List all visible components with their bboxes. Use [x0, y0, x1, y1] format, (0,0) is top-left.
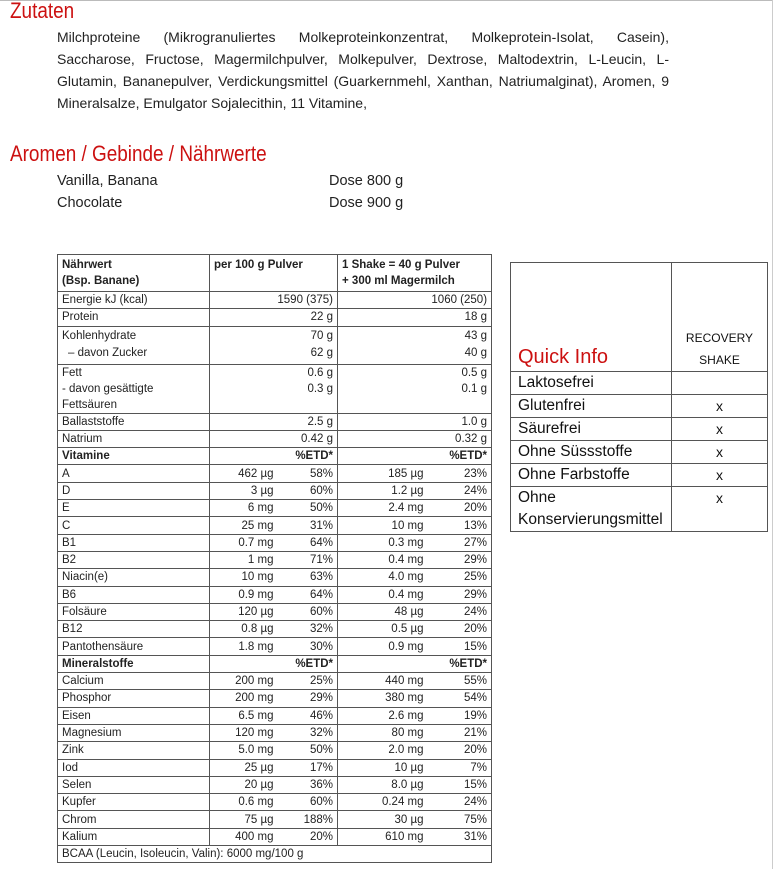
value-per-shake: 0.24 mg	[338, 794, 428, 811]
quick-info-title: Quick Info	[518, 346, 609, 368]
row-label: Kohlenhydrate – davon Zucker	[58, 326, 210, 364]
row-label: C	[58, 517, 210, 534]
value-per-100g: 6 mg	[210, 500, 278, 517]
etd-per-shake: 29%	[428, 551, 492, 568]
value-per-shake: 610 mg	[338, 828, 428, 845]
row-label: B1	[58, 534, 210, 551]
flavor-item	[57, 170, 457, 192]
value-per-shake: 0.9 mg	[338, 638, 428, 655]
vitamin-row	[58, 465, 492, 482]
row-label: Selen	[58, 776, 210, 793]
etd-label: %ETD*	[428, 448, 492, 465]
nutrition-row-kohlenhydrate	[58, 326, 492, 364]
section-label: Mineralstoffe	[58, 655, 210, 672]
row-label: Kalium	[58, 828, 210, 845]
etd-per-shake: 20%	[428, 621, 492, 638]
value-per-100g: 5.0 mg	[210, 742, 278, 759]
value-per-100g: 120 mg	[210, 724, 278, 741]
row-label: Pantothensäure	[58, 638, 210, 655]
value-per-shake: 185 µg	[338, 465, 428, 482]
value-per-shake: 2.6 mg	[338, 707, 428, 724]
value-per-shake: 1060 (250)	[338, 292, 492, 309]
value-per-shake: 10 µg	[338, 759, 428, 776]
quick-info-row	[511, 395, 768, 418]
etd-per-100g: 36%	[278, 776, 338, 793]
value-per-shake: 0.4 mg	[338, 551, 428, 568]
mineral-row	[58, 724, 492, 741]
quick-info-label: Säurefrei	[511, 418, 672, 441]
mineral-row	[58, 707, 492, 724]
quick-info-mark: x	[672, 395, 768, 418]
etd-label: %ETD*	[428, 655, 492, 672]
value-per-100g: 0.8 µg	[210, 621, 278, 638]
etd-label: %ETD*	[278, 448, 338, 465]
quick-info-row	[511, 372, 768, 395]
value-per-100g: 1590 (375)	[210, 292, 338, 309]
header-naehrwert: Nährwert (Bsp. Banane)	[58, 255, 210, 292]
etd-per-100g: 31%	[278, 517, 338, 534]
quick-info-title-cell	[511, 263, 672, 372]
quick-info-mark: x	[672, 487, 768, 532]
aromen-heading: Aromen / Gebinde / Nährwerte	[10, 141, 267, 166]
value-per-100g: 400 mg	[210, 828, 278, 845]
value-per-shake: 4.0 mg	[338, 569, 428, 586]
etd-per-shake: 20%	[428, 500, 492, 517]
etd-per-100g: 29%	[278, 690, 338, 707]
row-label: Calcium	[58, 673, 210, 690]
etd-per-shake: 24%	[428, 794, 492, 811]
etd-per-100g: 25%	[278, 673, 338, 690]
nutrition-row-fett	[58, 364, 492, 413]
bcaa-note: BCAA (Leucin, Isoleucin, Valin): 6000 mg/100 g	[58, 846, 492, 863]
etd-per-shake: 15%	[428, 776, 492, 793]
value-per-100g: 200 mg	[210, 673, 278, 690]
top-rule	[0, 0, 773, 1]
row-label: Energie kJ (kcal)	[58, 292, 210, 309]
quick-info-row	[511, 441, 768, 464]
value-per-100g: 20 µg	[210, 776, 278, 793]
vitamine-header-row	[58, 448, 492, 465]
value-per-100g: 25 mg	[210, 517, 278, 534]
mineral-row	[58, 673, 492, 690]
mineral-row	[58, 794, 492, 811]
row-label: B6	[58, 586, 210, 603]
header-per-shake: 1 Shake = 40 g Pulver + 300 ml Magermilch	[338, 255, 492, 292]
mineral-row	[58, 828, 492, 845]
value-per-100g: 1.8 mg	[210, 638, 278, 655]
etd-per-shake: 13%	[428, 517, 492, 534]
value-per-shake: 8.0 µg	[338, 776, 428, 793]
flavor-item	[57, 192, 457, 214]
vitamin-row	[58, 482, 492, 499]
flavor-list	[57, 170, 457, 214]
vitamin-row	[58, 551, 492, 568]
quick-info-table	[510, 262, 768, 532]
quick-info-product-cell	[672, 263, 768, 372]
mineral-row	[58, 690, 492, 707]
product-name-line1: RECOVERY	[685, 331, 754, 345]
value-per-100g: 6.5 mg	[210, 707, 278, 724]
flavor-pack: Dose 900 g	[329, 195, 404, 211]
value-per-100g: 0.42 g	[210, 430, 338, 447]
etd-per-100g: 20%	[278, 828, 338, 845]
etd-per-100g: 64%	[278, 534, 338, 551]
nutrition-row-energie	[58, 292, 492, 309]
etd-per-100g: 64%	[278, 586, 338, 603]
etd-per-shake: 19%	[428, 707, 492, 724]
value-per-100g: 0.9 mg	[210, 586, 278, 603]
ingredients-text: Milchproteine (Mikrogranuliertes Molkeproteinkonzentrat, Molkeprotein-Isolat, Casein), Saccharose, Fructose, Magermilchpulver, Molkepulver, Dextrose, Maltodextrin, L-Leucin, L-Glutamin, Bananepulver, Verdickungsmittel (Guarkernmehl, Xanthan, Natriumalginat), Aromen, 9 Mineralsalze, Emulgator Sojalecithin, 11 Vitamine,	[57, 29, 669, 111]
value-per-100g: 0.6 mg	[210, 794, 278, 811]
value-per-100g: 2.5 g	[210, 413, 338, 430]
quick-info-mark: x	[672, 418, 768, 441]
value-per-shake: 10 mg	[338, 517, 428, 534]
etd-per-100g: 60%	[278, 482, 338, 499]
etd-per-100g: 50%	[278, 742, 338, 759]
mineral-row	[58, 811, 492, 828]
vitamin-row	[58, 638, 492, 655]
etd-per-shake: 25%	[428, 569, 492, 586]
value-per-100g: 120 µg	[210, 603, 278, 620]
value-per-shake: 18 g	[338, 309, 492, 326]
value-per-100g: 75 µg	[210, 811, 278, 828]
value-per-shake: 0.5 g 0.1 g	[338, 364, 492, 413]
etd-label: %ETD*	[278, 655, 338, 672]
row-label: Magnesium	[58, 724, 210, 741]
value-per-100g: 3 µg	[210, 482, 278, 499]
value-per-shake: 2.4 mg	[338, 500, 428, 517]
vitamin-row	[58, 569, 492, 586]
quick-info-label: Laktosefrei	[511, 372, 672, 395]
nutrition-row-protein	[58, 309, 492, 326]
flavor-name: Vanilla, Banana	[57, 173, 158, 189]
value-per-100g: 200 mg	[210, 690, 278, 707]
mineral-row	[58, 742, 492, 759]
flavor-name: Chocolate	[57, 195, 123, 211]
etd-per-100g: 60%	[278, 794, 338, 811]
vitamin-row	[58, 586, 492, 603]
etd-per-100g: 17%	[278, 759, 338, 776]
quick-info-header-row	[511, 263, 768, 372]
quick-info-label: Ohne Konservierungsmittel	[511, 487, 672, 532]
row-label: E	[58, 500, 210, 517]
etd-per-100g: 46%	[278, 707, 338, 724]
row-label: A	[58, 465, 210, 482]
quick-info-row	[511, 418, 768, 441]
value-per-100g: 70 g 62 g	[210, 326, 338, 364]
quick-info-mark: x	[672, 464, 768, 487]
value-per-shake: 380 mg	[338, 690, 428, 707]
value-per-100g: 0.7 mg	[210, 534, 278, 551]
quick-info-label: Ohne Süssstoffe	[511, 441, 672, 464]
nutrition-header-row	[58, 255, 492, 292]
nutrition-row-ballaststoffe	[58, 413, 492, 430]
etd-per-shake: 75%	[428, 811, 492, 828]
value-per-shake: 1.2 µg	[338, 482, 428, 499]
row-label: B2	[58, 551, 210, 568]
value-per-shake: 0.5 µg	[338, 621, 428, 638]
mineralstoffe-header-row	[58, 655, 492, 672]
mineral-row	[58, 759, 492, 776]
row-label: Kupfer	[58, 794, 210, 811]
bcaa-footer-row	[58, 846, 492, 863]
zutaten-heading: Zutaten	[10, 0, 75, 23]
value-per-shake: 30 µg	[338, 811, 428, 828]
mineral-row	[58, 776, 492, 793]
nutrition-row-natrium	[58, 430, 492, 447]
flavor-pack: Dose 800 g	[329, 173, 404, 189]
value-per-100g: 0.6 g 0.3 g	[210, 364, 338, 413]
nutrition-table	[57, 254, 492, 863]
value-per-shake: 43 g 40 g	[338, 326, 492, 364]
vitamin-row	[58, 500, 492, 517]
quick-info-row	[511, 464, 768, 487]
row-label: Ballaststoffe	[58, 413, 210, 430]
product-name-line2: SHAKE	[699, 353, 740, 367]
vitamin-row	[58, 603, 492, 620]
row-label: Iod	[58, 759, 210, 776]
etd-per-shake: 21%	[428, 724, 492, 741]
etd-per-100g: 71%	[278, 551, 338, 568]
etd-per-shake: 55%	[428, 673, 492, 690]
vitamin-row	[58, 534, 492, 551]
etd-per-100g: 50%	[278, 500, 338, 517]
row-label: D	[58, 482, 210, 499]
etd-per-100g: 188%	[278, 811, 338, 828]
value-per-shake: 48 µg	[338, 603, 428, 620]
etd-per-shake: 24%	[428, 603, 492, 620]
value-per-shake: 0.4 mg	[338, 586, 428, 603]
row-label: Niacin(e)	[58, 569, 210, 586]
value-per-shake: 1.0 g	[338, 413, 492, 430]
row-label: Chrom	[58, 811, 210, 828]
etd-per-shake: 15%	[428, 638, 492, 655]
etd-per-shake: 23%	[428, 465, 492, 482]
value-per-100g: 25 µg	[210, 759, 278, 776]
etd-per-100g: 60%	[278, 603, 338, 620]
row-label: Protein	[58, 309, 210, 326]
quick-info-row	[511, 487, 768, 532]
etd-per-shake: 27%	[428, 534, 492, 551]
value-per-shake: 0.32 g	[338, 430, 492, 447]
etd-per-100g: 30%	[278, 638, 338, 655]
value-per-shake: 80 mg	[338, 724, 428, 741]
etd-per-100g: 58%	[278, 465, 338, 482]
value-per-100g: 22 g	[210, 309, 338, 326]
row-label: Natrium	[58, 430, 210, 447]
vitamin-row	[58, 621, 492, 638]
etd-per-shake: 31%	[428, 828, 492, 845]
value-per-shake: 2.0 mg	[338, 742, 428, 759]
etd-per-shake: 20%	[428, 742, 492, 759]
quick-info-mark: x	[672, 441, 768, 464]
row-label: Fett - davon gesättigte Fettsäuren	[58, 364, 210, 413]
etd-per-100g: 63%	[278, 569, 338, 586]
etd-per-shake: 7%	[428, 759, 492, 776]
value-per-shake: 0.3 mg	[338, 534, 428, 551]
section-label: Vitamine	[58, 448, 210, 465]
value-per-shake: 440 mg	[338, 673, 428, 690]
value-per-100g: 10 mg	[210, 569, 278, 586]
row-label: Eisen	[58, 707, 210, 724]
row-label: Folsäure	[58, 603, 210, 620]
quick-info-label: Ohne Farbstoffe	[511, 464, 672, 487]
row-label: B12	[58, 621, 210, 638]
etd-per-100g: 32%	[278, 724, 338, 741]
etd-per-shake: 29%	[428, 586, 492, 603]
row-label: Phosphor	[58, 690, 210, 707]
header-per-100g: per 100 g Pulver	[210, 255, 338, 292]
quick-info-mark	[672, 372, 768, 395]
etd-per-shake: 54%	[428, 690, 492, 707]
quick-info-label: Glutenfrei	[511, 395, 672, 418]
value-per-100g: 1 mg	[210, 551, 278, 568]
row-label: Zink	[58, 742, 210, 759]
vitamin-row	[58, 517, 492, 534]
etd-per-shake: 24%	[428, 482, 492, 499]
value-per-100g: 462 µg	[210, 465, 278, 482]
etd-per-100g: 32%	[278, 621, 338, 638]
